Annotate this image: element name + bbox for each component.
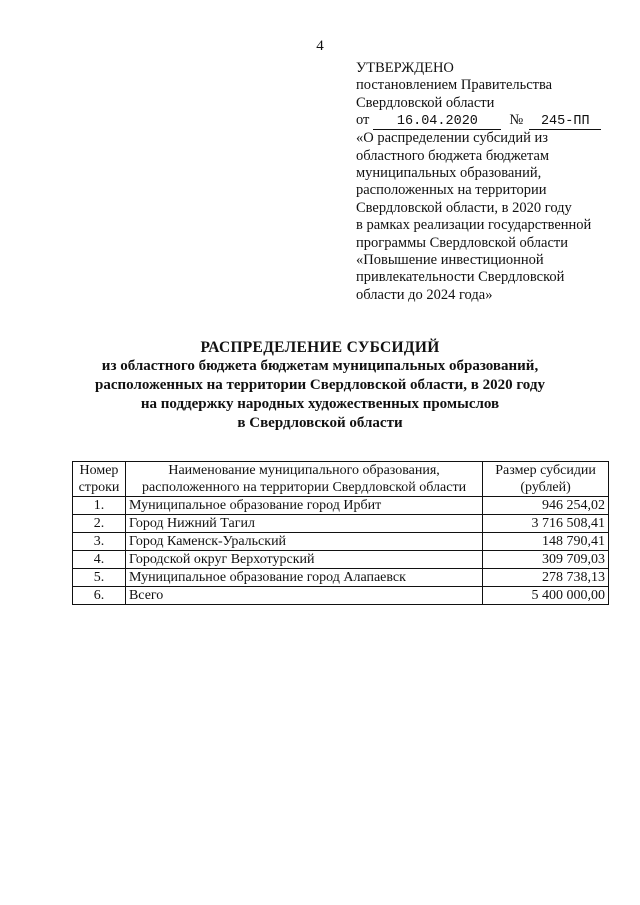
total-label: Всего bbox=[125, 587, 482, 605]
row-number: 5. bbox=[73, 569, 126, 587]
page-number: 4 bbox=[316, 38, 324, 54]
heading-line: в Свердловской области bbox=[237, 415, 403, 431]
total-amount: 5 400 000,00 bbox=[483, 587, 609, 605]
row-number: 2. bbox=[73, 515, 126, 533]
table-total-row bbox=[73, 587, 609, 605]
subject-line: программы Свердловской области bbox=[356, 234, 569, 251]
header-row-number: Номер строки bbox=[73, 462, 126, 497]
subject-line: расположенных на территории bbox=[356, 182, 547, 199]
subject-line: муниципальных образований, bbox=[356, 165, 542, 182]
subject-line: области до 2024 года» bbox=[356, 286, 493, 303]
number-sign: № bbox=[509, 112, 524, 129]
row-number: 1. bbox=[73, 497, 126, 515]
row-number: 4. bbox=[73, 551, 126, 569]
row-number: 6. bbox=[73, 587, 126, 605]
subsidy-amount: 3 716 508,41 bbox=[483, 515, 609, 533]
table-row bbox=[73, 533, 609, 551]
subsidy-table bbox=[72, 461, 609, 605]
subsidy-amount: 946 254,02 bbox=[483, 497, 609, 515]
header-municipality-name: Наименование муниципального образования, расположенного на территории Свердловской области bbox=[125, 462, 482, 497]
table-header-row bbox=[73, 462, 609, 497]
approval-line: Свердловской области bbox=[356, 94, 495, 111]
table-row bbox=[73, 551, 609, 569]
subsidy-amount: 309 709,03 bbox=[483, 551, 609, 569]
table-row bbox=[73, 515, 609, 533]
subject-line: «О распределении субсидий из bbox=[356, 130, 548, 147]
approval-block bbox=[356, 60, 626, 304]
heading-line: расположенных на территории Свердловской области, в 2020 году bbox=[95, 377, 545, 393]
subject-line: областного бюджета бюджетам bbox=[356, 147, 550, 164]
municipality-name: Город Каменск-Уральский bbox=[125, 533, 482, 551]
approval-date: 16.04.2020 bbox=[373, 114, 501, 130]
approval-title: УТВЕРЖДЕНО bbox=[356, 60, 454, 76]
heading-line: из областного бюджета бюджетам муниципальных образований, bbox=[101, 358, 539, 374]
municipality-name: Город Нижний Тагил bbox=[125, 515, 482, 533]
document-heading bbox=[0, 338, 640, 433]
subject-line: Свердловской области, в 2020 году bbox=[356, 199, 572, 216]
municipality-name: Муниципальное образование город Алапаевск bbox=[125, 569, 482, 587]
subject-line: «Повышение инвестиционной bbox=[356, 252, 544, 269]
approval-date-line bbox=[356, 112, 626, 130]
document-title: РАСПРЕДЕЛЕНИЕ СУБСИДИЙ bbox=[200, 339, 440, 356]
table-row bbox=[73, 497, 609, 515]
approval-line: постановлением Правительства bbox=[356, 77, 553, 94]
municipality-name: Городской округ Верхотурский bbox=[125, 551, 482, 569]
row-number: 3. bbox=[73, 533, 126, 551]
subject-line: в рамках реализации государственной bbox=[356, 217, 592, 234]
subsidy-amount: 148 790,41 bbox=[483, 533, 609, 551]
municipality-name: Муниципальное образование город Ирбит bbox=[125, 497, 482, 515]
approval-number: 245-ПП bbox=[529, 114, 601, 130]
date-prefix: от bbox=[356, 112, 370, 129]
subject-line: привлекательности Свердловской bbox=[356, 269, 565, 286]
header-subsidy-amount: Размер субсидии (рублей) bbox=[483, 462, 609, 497]
table-row bbox=[73, 569, 609, 587]
heading-line: на поддержку народных художественных промыслов bbox=[140, 396, 500, 412]
subsidy-amount: 278 738,13 bbox=[483, 569, 609, 587]
